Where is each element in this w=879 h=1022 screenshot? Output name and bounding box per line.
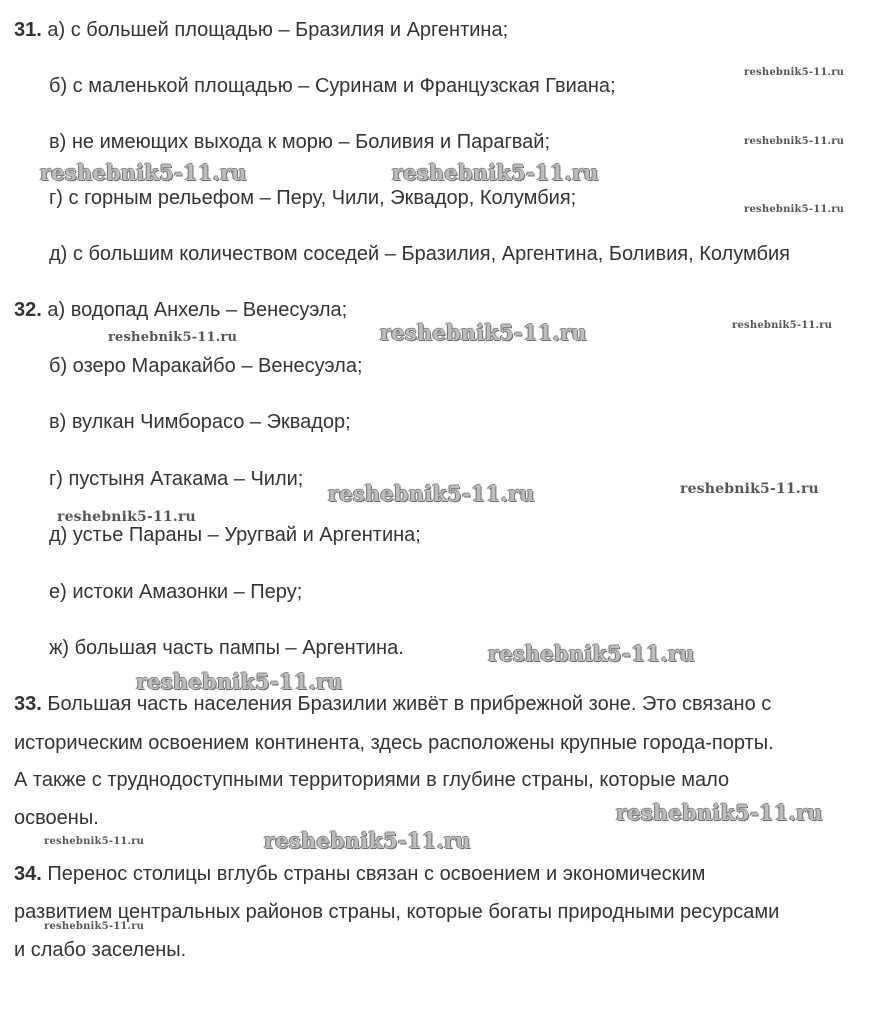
watermark-large: reshebnik5-11.ru bbox=[40, 160, 247, 185]
q34-line-2: развитием центральных районов страны, которые богаты природными ресурсами bbox=[14, 901, 780, 923]
q31-number: 31. bbox=[14, 19, 42, 41]
q32-line-e: е) истоки Амазонки – Перу; bbox=[49, 581, 303, 603]
watermark-large: reshebnik5-11.ru bbox=[616, 800, 823, 825]
watermark-large: reshebnik5-11.ru bbox=[392, 160, 599, 185]
q31-line-b: б) с маленькой площадью – Суринам и Французская Гвиана; bbox=[49, 75, 616, 97]
q31-line-v: в) не имеющих выхода к морю – Боливия и Парагвай; bbox=[49, 131, 550, 153]
q32-number: 32. bbox=[14, 299, 42, 321]
q32-line-d: д) устье Параны – Уругвай и Аргентина; bbox=[49, 524, 421, 546]
q32-line-a bbox=[14, 298, 347, 322]
q31-line-g: г) с горным рельефом – Перу, Чили, Эквадор, Колумбия; bbox=[49, 187, 577, 209]
watermark-small: reshebnik5-11.ru bbox=[680, 481, 819, 497]
watermark-small: reshebnik5-11.ru bbox=[744, 136, 845, 147]
q32-a-text: а) водопад Анхель – Венесуэла; bbox=[47, 299, 348, 321]
watermark-large: reshebnik5-11.ru bbox=[488, 641, 695, 666]
q32-line-zh: ж) большая часть пампы – Аргентина. bbox=[49, 637, 404, 659]
watermark-small: reshebnik5-11.ru bbox=[44, 921, 145, 932]
watermark-large: reshebnik5-11.ru bbox=[380, 320, 587, 345]
q34-number: 34. bbox=[14, 863, 42, 885]
watermark-large: reshebnik5-11.ru bbox=[264, 828, 471, 853]
watermark-large: reshebnik5-11.ru bbox=[136, 669, 343, 694]
watermark-small: reshebnik5-11.ru bbox=[108, 330, 238, 345]
watermark-large: reshebnik5-11.ru bbox=[328, 481, 535, 506]
watermark-small: reshebnik5-11.ru bbox=[744, 204, 845, 215]
watermark-small: reshebnik5-11.ru bbox=[744, 67, 845, 78]
watermark-small: reshebnik5-11.ru bbox=[44, 836, 145, 847]
q31-line-d: д) с большим количеством соседей – Бразилия, Аргентина, Боливия, Колумбия bbox=[49, 243, 790, 265]
q32-line-v: в) вулкан Чимборасо – Эквадор; bbox=[49, 411, 351, 433]
q33-line-2: историческим освоением континента, здесь расположены крупные города-порты. bbox=[14, 732, 774, 754]
q34-line-1-text: Перенос столицы вглубь страны связан с освоением и экономическим bbox=[47, 863, 706, 885]
q34-line-3: и слабо заселены. bbox=[14, 939, 187, 961]
q32-line-b: б) озеро Маракайбо – Венесуэла; bbox=[49, 355, 363, 377]
watermark-small: reshebnik5-11.ru bbox=[57, 509, 196, 525]
q31-a-text: а) с большей площадью – Бразилия и Аргентина; bbox=[47, 19, 509, 41]
q33-line-4: освоены. bbox=[14, 807, 99, 829]
q33-number: 33. bbox=[14, 693, 42, 715]
q33-line-1 bbox=[14, 692, 771, 716]
q33-line-3: А также с труднодоступными территориями в глубине страны, которые мало bbox=[14, 769, 730, 791]
q34-line-1 bbox=[14, 862, 705, 886]
q32-line-g: г) пустыня Атакама – Чили; bbox=[49, 468, 304, 490]
q31-line-a bbox=[14, 18, 508, 42]
watermark-small: reshebnik5-11.ru bbox=[732, 320, 833, 331]
q33-line-1-text: Большая часть населения Бразилии живёт в прибрежной зоне. Это связано с bbox=[47, 693, 772, 715]
